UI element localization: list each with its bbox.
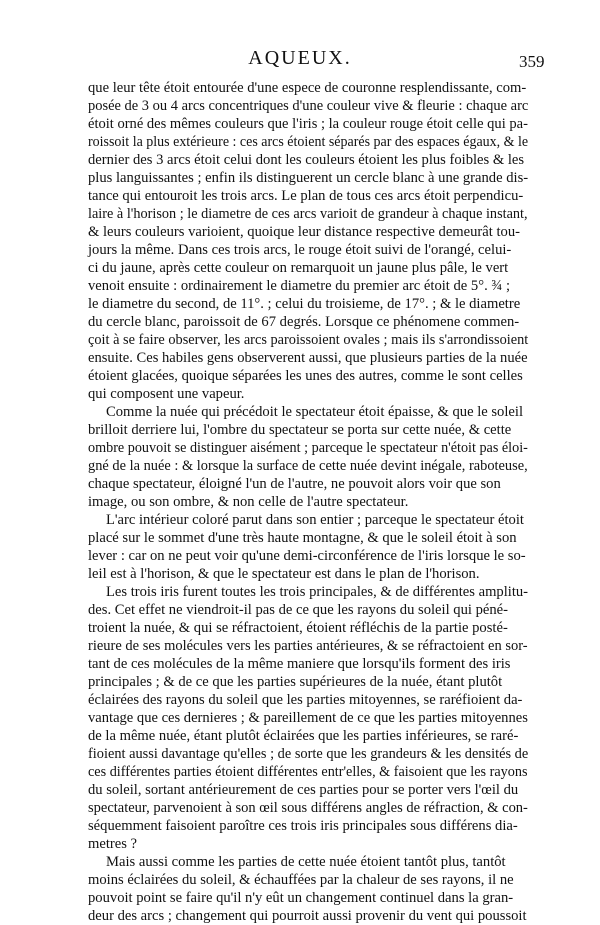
text-line: posée de 3 ou 4 arcs concentriques d'une couleur vive & fleurie : chaque arc bbox=[88, 98, 529, 114]
running-title: AQUEUX. bbox=[248, 47, 352, 69]
text-line: tant de ces molécules de la même maniere que lorsqu'ils forment des iris bbox=[88, 656, 511, 672]
text-line: ombre pouvoit se distinguer aisément ; parceque le spectateur n'étoit pas éloi- bbox=[88, 440, 528, 456]
text-line: principales ; & de ce que les parties supérieures de la nuée, étant plutôt bbox=[88, 674, 503, 690]
text-line: gné de la nuée : & lorsque la surface de cette nuée devint inégale, raboteuse, bbox=[88, 458, 528, 474]
text-line: moins éclairées du soleil, & échauffées par la chaleur de ses rayons, il ne bbox=[88, 872, 514, 888]
page-number: 359 bbox=[519, 52, 545, 71]
text-line: étoit orné des mêmes couleurs que l'iris ; la couleur rouge étoit celle qui pa- bbox=[88, 116, 528, 132]
paragraph bbox=[88, 853, 528, 925]
text-line: brilloit derriere lui, l'ombre du spectateur se porta sur cette nuée, & cette bbox=[88, 422, 512, 438]
text-line: séquemment faisoient paroître ces trois iris principales sous différens dia- bbox=[88, 818, 518, 834]
text-line: le diametre du second, de 11°. ; celui du troisieme, de 17°. ; & le diametre bbox=[88, 296, 521, 312]
text-line: deur des arcs ; changement qui pourroit aussi provenir du vent qui poussoit bbox=[88, 908, 527, 924]
text-line: qui composent une vapeur. bbox=[88, 386, 245, 402]
text-line: laire à l'horison ; le diametre de ces arcs varioit de grandeur à chaque instant, bbox=[88, 206, 528, 222]
text-line: troient la nuée, & qui se réfractoient, étoient réfléchis de la partie posté- bbox=[88, 620, 508, 636]
text-line: du soleil, sortant antérieurement de ces parties pour se porter vers l'œil du bbox=[88, 782, 519, 798]
text-line: de la même nuée, étant plutôt éclairées que les parties inférieures, se raré- bbox=[88, 728, 519, 744]
text-line: venoit ensuite : ordinairement le diametre du premier arc étoit de 5°. ¾ ; bbox=[88, 278, 511, 294]
text-line: rieure de ses molécules vers les parties antérieures, & se réfractoient en sor- bbox=[88, 638, 528, 654]
text-line: du cercle blanc, paroissoit de 67 degrés. Lorsque ce phénomene commen- bbox=[88, 314, 520, 330]
text-line: chaque spectateur, éloigné l'un de l'autre, ne pouvoit alors voir que son bbox=[88, 476, 501, 492]
text-line: fioient aussi davantage qu'elles ; de sorte que les grandeurs & les densités de bbox=[88, 746, 529, 762]
text-line: L'arc intérieur coloré parut dans son entier ; parceque le spectateur étoit bbox=[106, 512, 524, 528]
paragraph bbox=[88, 403, 528, 511]
text-line: leil est à l'horison, & que le spectateur est dans le plan de l'horison. bbox=[88, 566, 480, 582]
text-line: jours la même. Dans ces trois arcs, le rouge étoit suivi de l'orangé, celui- bbox=[88, 242, 512, 258]
text-line: des. Cet effet ne viendroit-il pas de ce que les rayons du soleil qui péné- bbox=[88, 602, 508, 618]
text-line: vantage que ces dernieres ; & pareillement de ce que les parties mitoyennes bbox=[88, 710, 528, 726]
text-line: tance qui entouroit les trois arcs. Le plan de tous ces arcs étoit perpendicu- bbox=[88, 188, 524, 204]
text-line: ensuite. Ces habiles gens observerent aussi, que plusieurs parties de la nuée bbox=[88, 350, 528, 366]
text-line: placé sur le sommet d'une très haute montagne, & que le soleil étoit à son bbox=[88, 530, 517, 546]
text-line: que leur tête étoit entourée d'une espece de couronne resplendissante, com- bbox=[88, 80, 527, 96]
text-line: & leurs couleurs varioient, quoique leur distance respective demeurât tou- bbox=[88, 224, 520, 240]
text-line: image, ou son ombre, & non celle de l'autre spectateur. bbox=[88, 494, 409, 510]
text-line: plus languissantes ; enfin ils distinguerent un cercle blanc à une grande dis- bbox=[88, 170, 529, 186]
text-line: çoit à se faire observer, les arcs paroissoient ovales ; mais ils s'arrondissoient bbox=[88, 332, 529, 348]
text-line: metres ? bbox=[88, 836, 138, 852]
text-line: Mais aussi comme les parties de cette nuée étoient tantôt plus, tantôt bbox=[106, 854, 506, 870]
text-line: Les trois iris furent toutes les trois principales, & de différentes amplitu- bbox=[106, 584, 529, 600]
paragraph bbox=[88, 511, 528, 583]
text-line: dernier des 3 arcs étoit celui dont les couleurs étoient les plus foibles & les bbox=[88, 152, 525, 168]
text-line: ces différentes parties étoient différentes entr'elles, & faisoient que les rayons bbox=[88, 764, 528, 780]
text-line: étoient glacées, quoique séparées les unes des autres, comme le sont celles bbox=[88, 368, 523, 384]
text-line: roissoit la plus extérieure : ces arcs étoient séparés par des espaces égaux, & le bbox=[88, 134, 529, 150]
text-line: Comme la nuée qui précédoit le spectateur étoit épaisse, & que le soleil bbox=[106, 404, 523, 420]
paragraph bbox=[88, 79, 528, 403]
text-line: pouvoit point se faire qu'il n'y eût un changement continuel dans la gran- bbox=[88, 890, 514, 906]
body-text bbox=[88, 79, 528, 925]
paragraph bbox=[88, 583, 528, 853]
text-line: éclairées des rayons du soleil que les parties mitoyennes, se raréfioient da- bbox=[88, 692, 523, 708]
text-line: spectateur, parvenoient à son œil sous différens angles de réfraction, & con- bbox=[88, 800, 528, 816]
text-line: lever : car on ne peut voir qu'une demi-circonférence de l'iris lorsque le so- bbox=[88, 548, 526, 564]
text-line: ci du jaune, après cette couleur on remarquoit un jaune plus pâle, le vert bbox=[88, 260, 509, 276]
